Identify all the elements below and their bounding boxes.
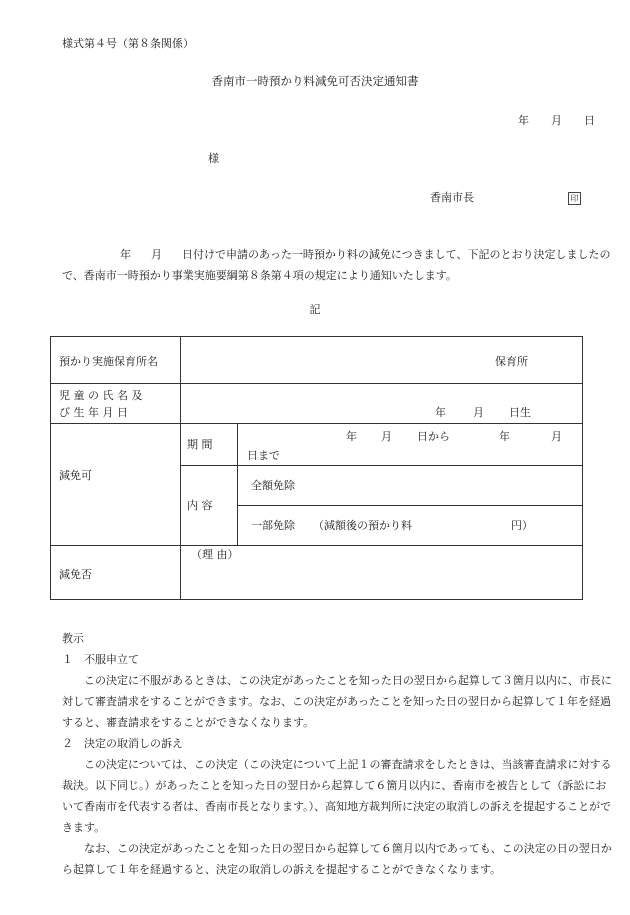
period-year-to: 年 [499,430,510,443]
issue-date [518,115,595,126]
facility-suffix: 保育所 [495,355,528,368]
decision-table [50,336,583,600]
seal-mark: 印 [568,192,581,205]
column-divider-inner [237,423,238,545]
issue-date-month: 月 [551,114,562,127]
period-year-from: 年 [346,430,357,443]
birth-day-suffix: 日生 [509,406,531,419]
period-from: 日から [417,430,450,443]
approved-label: 減免可 [59,469,92,482]
appeal-title: １ 不服申立て [62,653,139,666]
period-month-from: 月 [381,430,392,443]
facility-label: 預かり実施保育所名 [59,355,158,368]
child-label-line2: び 生 年 月 日 [59,406,128,419]
denied-label: 減免否 [59,568,92,581]
full-exemption: 全額免除 [251,479,295,492]
issuer-name: 香南市長 [430,191,474,204]
body-date-year: 年 [120,248,131,261]
birth-year: 年 [435,406,446,419]
ki-heading: 記 [309,303,321,316]
appeal-text: この決定に不服があるときは、この決定があったことを知った日の翌日から起算して３箇月以内に、市長に対して審査請求をすることができます。なお、この決定があったことを知った日の翌日から起算して１年を経過すると、審査請求をすることができなくなります。 [62,674,612,729]
partial-note-close: 円） [511,519,533,532]
lawsuit-title: ２ 決定の取消しの訴え [62,737,183,750]
issue-date-day: 日 [584,114,595,127]
content-label: 内 容 [187,499,213,512]
row-divider [51,423,582,424]
body-date-month: 月 [151,248,162,261]
form-number: 様式第４号（第８条関係） [62,37,194,50]
period-month-to: 月 [551,430,562,443]
instructions [62,628,617,880]
row-divider [180,465,582,466]
reason-label: （理 由） [191,548,239,561]
addressee-suffix: 様 [208,152,219,165]
partial-note-open: （減額後の預かり料 [313,519,412,532]
row-divider [51,383,582,384]
period-until: 日まで [247,449,280,462]
issue-date-year: 年 [518,114,529,127]
body-text: 日付けで申請のあった一時預かり料の減免につきまして、下記のとおり決定しましたので、香南市一時預かり事業実施要綱第８条第４項の規定により通知いたします。 [62,248,611,282]
column-divider [180,337,181,599]
instructions-heading: 教示 [62,632,84,645]
lawsuit-note: なお、この決定があったことを知った日の翌日から起算して６箇月以内であっても、この決定の日の翌日から起算して１年を経過すると、決定の取消しの訴えを提起することができなくなります。 [62,842,612,876]
lawsuit-text: この決定については、この決定（この決定について上記１の審査請求をしたときは、当該審査請求に対する裁決。以下同じ。）があったことを知った日の翌日から起算して６箇月以内に、香南市を被告として（訴訟において香南市を代表する者は、香南市長となります。）、高知地方裁判所に決定の取消しの訴えを提起することができます。 [62,758,612,834]
document-title: 香南市一時預かり料減免可否決定通知書 [211,74,419,88]
notice-body [62,244,617,286]
child-label-line1: 児 童 の 氏 名 及 [59,389,143,402]
partial-exemption: 一部免除 [251,519,295,532]
birth-month: 月 [473,406,484,419]
row-divider [51,545,582,546]
period-label: 期 間 [187,438,213,451]
row-divider [237,505,582,506]
